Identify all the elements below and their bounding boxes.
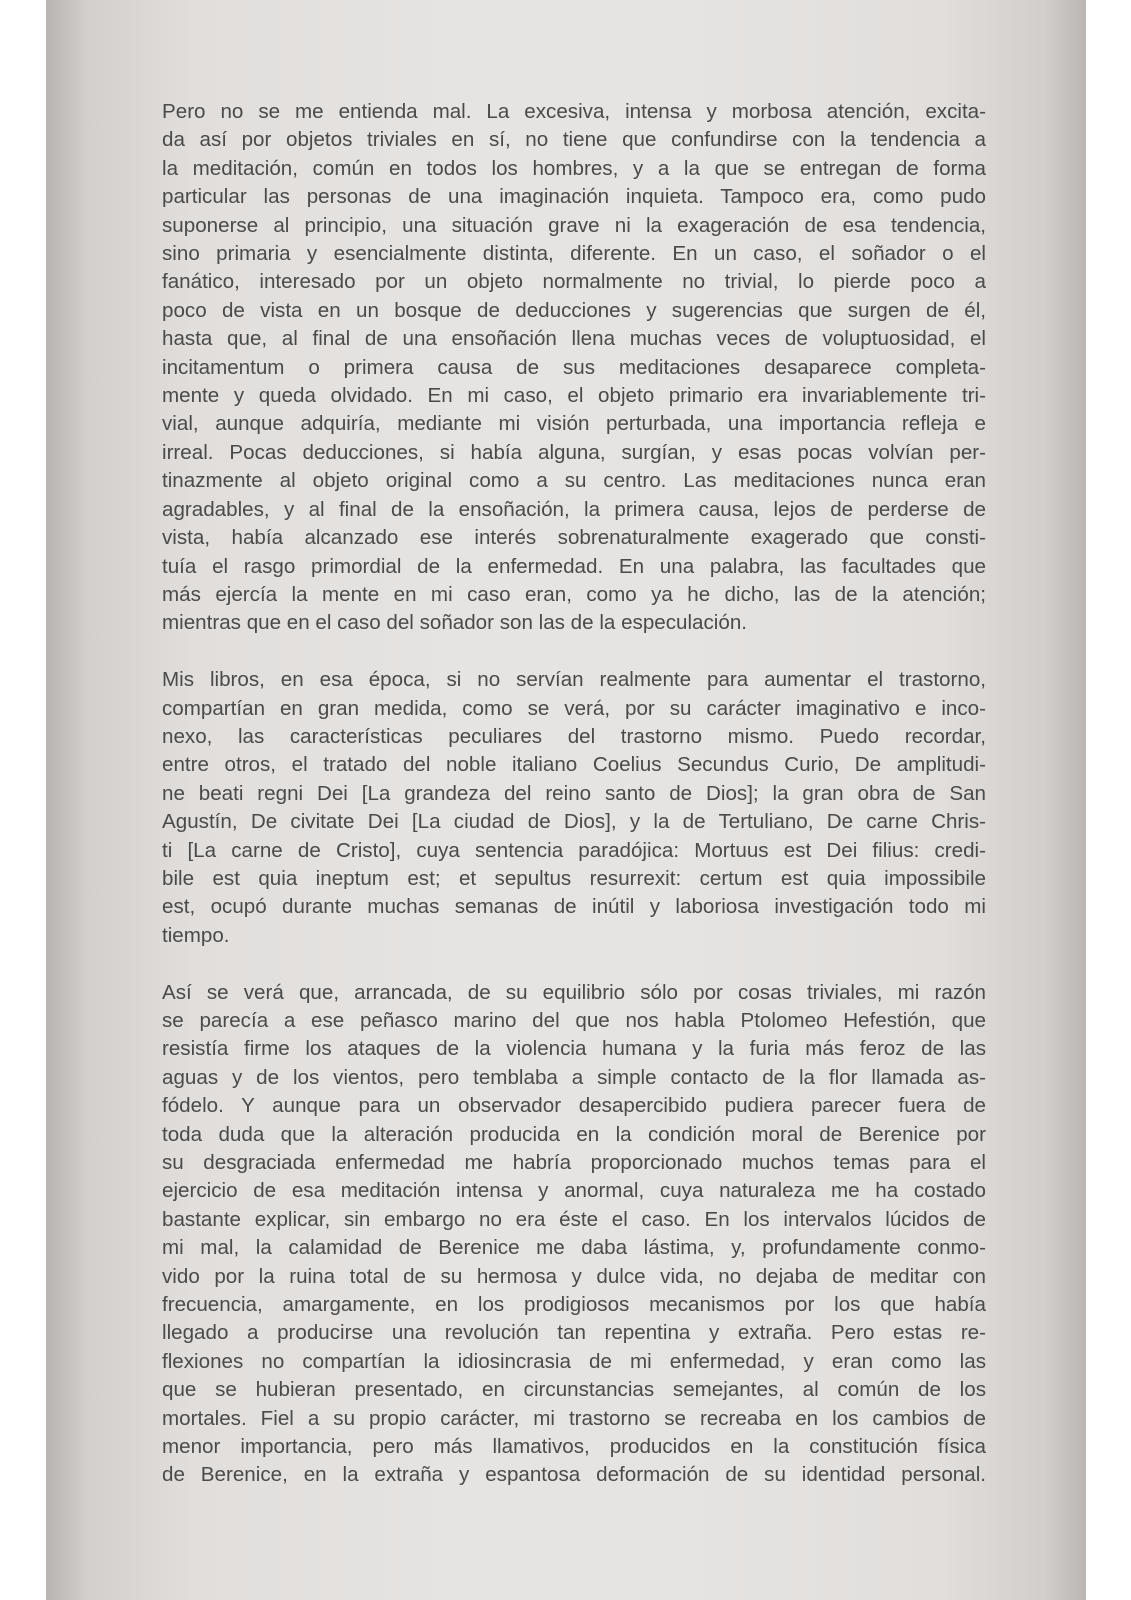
text-line: Mis libros, en esa época, si no servían realmente para aumentar el trastorno, xyxy=(162,668,986,692)
text-line: toda duda que la alteración producida en la condición moral de Berenice por xyxy=(162,1122,986,1146)
text-line: flexiones no compartían la idiosincrasia de mi enfermedad, y eran como las xyxy=(162,1349,986,1373)
text-line: frecuencia, amargamente, en los prodigiosos mecanismos por los que había xyxy=(162,1293,986,1317)
text-line: incitamentum o primera causa de sus meditaciones desaparece completa- xyxy=(162,355,986,379)
text-line: de Berenice, en la extraña y espantosa deformación de su identidad personal. xyxy=(162,1463,986,1487)
text-line: se parecía a ese peñasco marino del que nos habla Ptolomeo Hefestión, que xyxy=(162,1008,986,1032)
text-line: hasta que, al final de una ensoñación llena muchas veces de voluptuosidad, el xyxy=(162,327,986,351)
text-line: irreal. Pocas deducciones, si había alguna, surgían, y esas pocas volvían per- xyxy=(162,440,986,464)
text-line: tiempo. xyxy=(162,923,230,947)
text-line: ti [La carne de Cristo], cuya sentencia paradójica: Mortuus est Dei filius: credi- xyxy=(162,838,986,862)
text-line: mente y queda olvidado. En mi caso, el objeto primario era invariablemente tri- xyxy=(162,384,986,408)
text-line: da así por objetos triviales en sí, no tiene que confundirse con la tendencia a xyxy=(162,128,986,152)
text-line: poco de vista en un bosque de deducciones y sugerencias que surgen de él, xyxy=(162,298,986,322)
text-line: est, ocupó durante muchas semanas de inútil y laboriosa investigación todo mi xyxy=(162,895,986,919)
text-line: fanático, interesado por un objeto normalmente no trivial, lo pierde poco a xyxy=(162,270,986,294)
text-line: aguas y de los vientos, pero temblaba a simple contacto de la flor llamada as- xyxy=(162,1065,986,1089)
text-line: ne beati regni Dei [La grandeza del reino santo de Dios]; la gran obra de San xyxy=(162,781,986,805)
text-line: agradables, y al final de la ensoñación, la primera causa, lejos de perderse de xyxy=(162,497,986,521)
text-line: bile est quia ineptum est; et sepultus resurrexit: certum est quia impossibile xyxy=(162,866,986,890)
text-line: compartían en gran medida, como se verá, por su carácter imaginativo e inco- xyxy=(162,696,986,720)
text-line: fódelo. Y aunque para un observador desapercibido pudiera parecer fuera de xyxy=(162,1094,986,1118)
text-line: menor importancia, pero más llamativos, producidos en la constitución física xyxy=(162,1435,986,1459)
text-line: llegado a producirse una revolución tan repentina y extraña. Pero estas re- xyxy=(162,1321,986,1345)
text-line: Así se verá que, arrancada, de su equilibrio sólo por cosas triviales, mi razón xyxy=(162,980,986,1004)
text-line: mi mal, la calamidad de Berenice me daba lástima, y, profundamente conmo- xyxy=(162,1236,986,1260)
text-line: particular las personas de una imaginación inquieta. Tampoco era, como pudo xyxy=(162,185,986,209)
text-line: la meditación, común en todos los hombres, y a la que se entregan de forma xyxy=(162,156,986,180)
text-line: suponerse al principio, una situación grave ni la exageración de esa tendencia, xyxy=(162,213,986,237)
paragraph-2 xyxy=(162,666,986,950)
text-line: nexo, las características peculiares del trastorno mismo. Puedo recordar, xyxy=(162,724,986,748)
text-line: mortales. Fiel a su propio carácter, mi trastorno se recreaba en los cambios de xyxy=(162,1406,986,1430)
text-line: mientras que en el caso del soñador son las de la especulación. xyxy=(162,611,748,635)
text-line: vista, había alcanzado ese interés sobrenaturalmente exagerado que consti- xyxy=(162,526,986,550)
paragraph-3 xyxy=(162,979,986,1490)
text-line: que se hubieran presentado, en circunstancias semejantes, al común de los xyxy=(162,1378,986,1402)
text-line: su desgraciada enfermedad me habría proporcionado muchos temas para el xyxy=(162,1151,986,1174)
text-line: tuía el rasgo primordial de la enfermedad. En una palabra, las facultades que xyxy=(162,554,986,578)
body-text xyxy=(162,98,986,1490)
text-line: ejercicio de esa meditación intensa y anormal, cuya naturaleza me ha costado xyxy=(162,1179,986,1203)
text-line: Agustín, De civitate Dei [La ciudad de Dios], y la de Tertuliano, De carne Chris- xyxy=(162,810,986,834)
text-line: bastante explicar, sin embargo no era éste el caso. En los intervalos lúcidos de xyxy=(162,1207,986,1231)
text-line: sino primaria y esencialmente distinta, diferente. En un caso, el soñador o el xyxy=(162,242,986,266)
text-line: entre otros, el tratado del noble italiano Coelius Secundus Curio, De amplitudi- xyxy=(162,753,986,777)
text-line: vial, aunque adquiría, mediante mi visión perturbada, una importancia refleja e xyxy=(162,412,986,436)
book-page xyxy=(46,0,1086,1600)
text-line: Pero no se me entienda mal. La excesiva, intensa y morbosa atención, excita- xyxy=(162,100,986,123)
text-line: tinazmente al objeto original como a su centro. Las meditaciones nunca eran xyxy=(162,469,986,493)
paragraph-1 xyxy=(162,98,986,638)
text-line: más ejercía la mente en mi caso eran, como ya he dicho, las de la atención; xyxy=(162,582,986,606)
text-line: vido por la ruina total de su hermosa y dulce vida, no dejaba de meditar con xyxy=(162,1264,986,1288)
text-line: resistía firme los ataques de la violencia humana y la furia más feroz de las xyxy=(162,1037,986,1061)
